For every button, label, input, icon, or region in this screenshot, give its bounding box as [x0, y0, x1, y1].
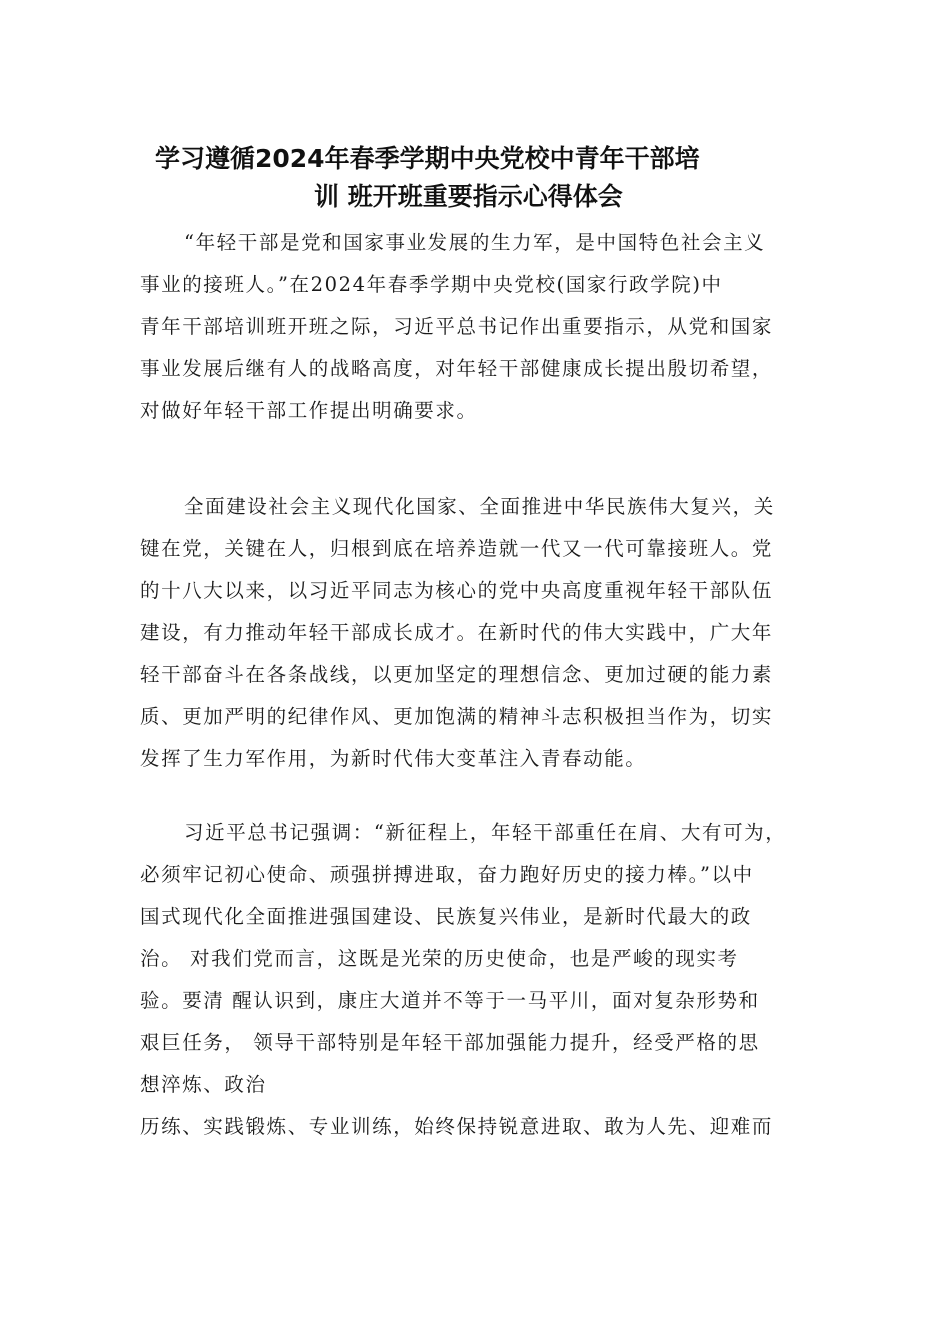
text-line: 青年干部培训班开班之际，习近平总书记作出重要指示，从党和国家 — [140, 315, 774, 338]
document-title — [140, 140, 820, 216]
text-line: 轻干部奋斗在各条战线，以更加坚定的理想信念、更加过硬的能力素 — [140, 663, 774, 686]
paragraph-3 — [140, 812, 820, 1148]
text-line: 治。 对我们党而言，这既是光荣的历史使命，也是严峻的现实考 — [140, 947, 739, 970]
text-line: 建设，有力推动年轻干部成长成才。在新时代的伟大实践中，广大年 — [140, 621, 774, 644]
text-line: 键在党，关键在人，归根到底在培养造就一代又一代可靠接班人。党 — [140, 537, 774, 560]
text-line: 发挥了生力军作用，为新时代伟大变革注入青春动能。 — [140, 747, 647, 770]
text-line: 对做好年轻干部工作提出明确要求。 — [140, 399, 478, 422]
text-line: 历练、实践锻炼、专业训练，始终保持锐意进取、敢为人先、迎难而 — [140, 1115, 774, 1138]
text-line: 质、更加严明的纪律作风、更加饱满的精神斗志积极担当作为，切实 — [140, 705, 774, 728]
title-line: 训 班开班重要指示心得体会 — [314, 182, 623, 211]
text-line: 艰巨任务， 领导干部特别是年轻干部加强能力提升，经受严格的思 — [140, 1031, 760, 1054]
text-line: 验。要清 醒认识到，康庄大道并不等于一马平川，面对复杂形势和 — [140, 989, 760, 1012]
text-line: 想淬炼、政治 — [140, 1073, 267, 1096]
text-line: 事业发展后继有人的战略高度，对年轻干部健康成长提出殷切希望， — [140, 357, 774, 380]
text-line: 事业的接班人。”在2024年春季学期中央党校(国家行政学院)中 — [140, 273, 723, 296]
paragraph-1 — [140, 222, 820, 432]
text-line: “年轻干部是党和国家事业发展的生力军，是中国特色社会主义 — [184, 231, 766, 254]
title-line: 学习遵循2024年春季学期中央党校中青年干部培 — [155, 144, 700, 173]
text-line: 全面建设社会主义现代化国家、全面推进中华民族伟大复兴，关 — [184, 495, 775, 518]
text-line: 习近平总书记强调：“新征程上，年轻干部重任在肩、大有可为， — [184, 821, 787, 844]
text-line: 国式现代化全面推进强国建设、民族复兴伟业，是新时代最大的政 — [140, 905, 752, 928]
text-line: 必须牢记初心使命、顽强拼搏进取，奋力跑好历史的接力棒。”以中 — [140, 863, 754, 886]
paragraph-2 — [140, 486, 820, 780]
text-line: 的十八大以来，以习近平同志为核心的党中央高度重视年轻干部队伍 — [140, 579, 774, 602]
